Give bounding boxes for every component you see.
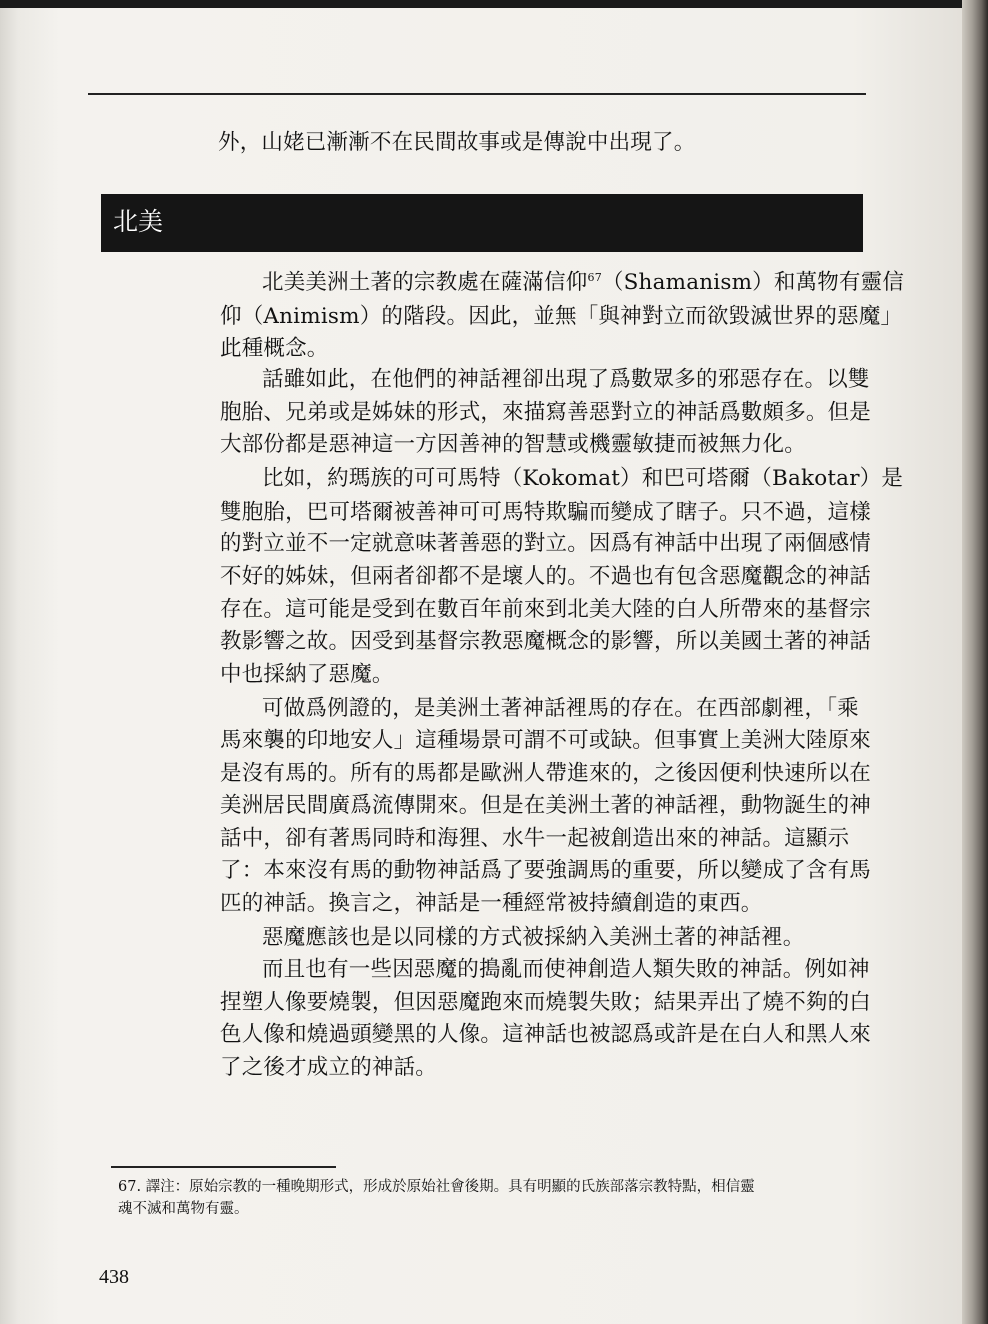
footnote-line: 魂不滅和萬物有靈。 (118, 1201, 249, 1217)
text-line: 話中，卻有著馬同時和海狸、水牛一起被創造出來的神話。這顯示 (220, 826, 850, 851)
text-line: 捏塑人像要燒製，但因惡魔跑來而燒製失敗；結果弄出了燒不夠的白 (220, 990, 872, 1015)
text-line: 比如，約瑪族的可可馬特（Kokomat）和巴可塔爾（Bakotar）是 (262, 466, 904, 491)
text-line: 此種概念。 (220, 336, 329, 361)
top-rule (88, 93, 866, 95)
text-line: 大部份都是惡神這一方因善神的智慧或機靈敏捷而被無力化。 (220, 432, 806, 457)
text-segment: 北美美洲土著的宗教處在薩滿信仰 (262, 270, 588, 295)
text-line: 美洲居民間廣爲流傳開來。但是在美洲土著的神話裡，動物誕生的神 (220, 793, 872, 818)
text-line: 了：本來沒有馬的動物神話爲了要強調馬的重要，所以變成了含有馬 (220, 858, 872, 883)
text-line: 教影響之故。因受到基督宗教惡魔概念的影響，所以美國土著的神話 (220, 629, 872, 654)
book-page (0, 8, 968, 1324)
footnote-rule (111, 1166, 336, 1168)
page-edge-shadow (962, 0, 988, 1324)
footnote-ref: 67 (587, 270, 602, 284)
text-line: 仰（Animism）的階段。因此，並無「與神對立而欲毀滅世界的惡魔」 (220, 304, 903, 329)
text-line: 馬來襲的印地安人」這種場景可謂不可或缺。但事實上美洲大陸原來 (220, 728, 872, 753)
text-line: 匹的神話。換言之，神話是一種經常被持續創造的東西。 (220, 891, 763, 916)
text-line: 存在。這可能是受到在數百年前來到北美大陸的白人所帶來的基督宗 (220, 597, 872, 622)
text-line: 不好的姊妹，但兩者卻都不是壞人的。不過也有包含惡魔觀念的神話 (220, 564, 872, 589)
section-title: 北美 (113, 207, 164, 236)
text-line: 是沒有馬的。所有的馬都是歐洲人帶進來的，之後因便利快速所以在 (220, 761, 872, 786)
text-segment: （Shamanism）和萬物有靈信 (601, 270, 905, 295)
footnote-line: 67. 譯注：原始宗教的一種晚期形式，形成於原始社會後期。具有明顯的氏族部落宗教特點，相信靈 (118, 1179, 755, 1195)
text-line: 惡魔應該也是以同樣的方式被採納入美洲土著的神話裡。 (262, 925, 805, 950)
text-line: 可做爲例證的，是美洲土著神話裡馬的存在。在西部劇裡，「乘 (262, 696, 859, 721)
bleed-through-text (50, 103, 78, 353)
section-header-bar (101, 194, 863, 252)
text-line: 雙胞胎，巴可塔爾被善神可可馬特欺騙而變成了瞎子。只不過，這樣 (220, 500, 872, 525)
footnote (118, 1176, 866, 1220)
text-line: 而且也有一些因惡魔的搗亂而使神創造人類失敗的神話。例如神 (262, 957, 870, 982)
text-line: 了之後才成立的神話。 (220, 1055, 438, 1080)
text-line (220, 266, 912, 300)
text-line: 的對立並不一定就意味著善惡的對立。因爲有神話中出現了兩個感情 (220, 531, 872, 556)
text-line: 胞胎、兄弟或是姊妹的形式，來描寫善惡對立的神話爲數頗多。但是 (220, 400, 872, 425)
text-line: 外，山姥已漸漸不在民間故事或是傳說中出現了。 (218, 130, 696, 155)
text-line: 色人像和燒過頭變黑的人像。這神話也被認爲或許是在白人和黑人來 (220, 1022, 872, 1047)
text-line: 中也採納了惡魔。 (220, 662, 394, 687)
page-number: 438 (99, 1266, 129, 1288)
text-line: 話雖如此，在他們的神話裡卻出現了爲數眾多的邪惡存在。以雙 (262, 367, 870, 392)
